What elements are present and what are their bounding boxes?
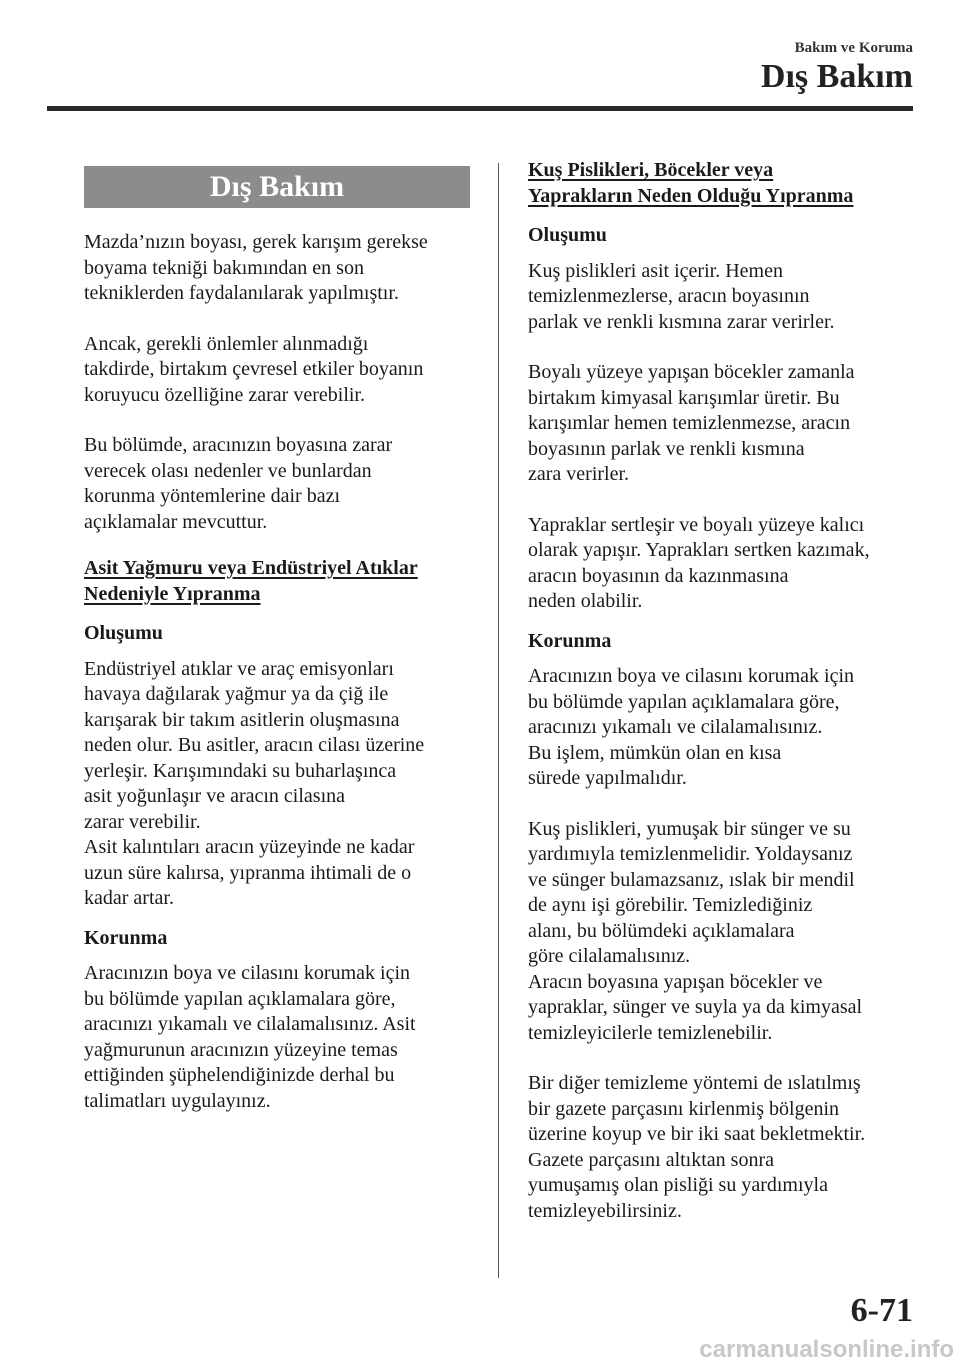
bird-cause-paragraph: Yapraklar sertleşir ve boyalı yüzeye kalıcı olarak yapışır. Yaprakları sertken kazımak, aracın boyasının da kazınmasına neden olabilir. bbox=[528, 513, 870, 612]
bird-protection-paragraph: Kuş pislikleri, yumuşak bir sünger ve su yardımıyla temizlenmelidir. Yoldaysanız ve sünger bulamazsanız, ıslak bir mendil de aynı işi görebilir. Temizlediğiniz alanı, bu bölümdeki açıklamalara göre cilalamalısınız. Aracın boyasına yapışan böcekler ve yapraklar, sünger ve suyla ya da kimyasal temizleyicilerle temizlenebilir. bbox=[528, 817, 863, 1044]
bird-protection-label: Korunma bbox=[528, 629, 612, 652]
acid-protection-text: Aracınızın boya ve cilasını korumak için bu bölümde yapılan açıklamalara göre, aracınızı yıkamalı ve cilalamalısınız. Asit yağmurunun aracınızın yüzeyine temas ettiğinden şüphelendiğinizde derhal bu talimatları uygulayınız. bbox=[84, 962, 416, 1112]
page-number: 6-71 bbox=[850, 1292, 913, 1329]
bird-cause-paragraph: Kuş pislikleri asit içerir. Hemen temizlenmezlerse, aracın boyasının parlak ve renkli kısmına zarar verirler. bbox=[528, 259, 835, 333]
header-rule bbox=[47, 106, 913, 111]
left-column bbox=[84, 166, 470, 1114]
intro-paragraph: Mazda’nızın boyası, gerek karışım gerekse boyama tekniği bakımından en son tekniklerden faydalanılarak yapılmıştır. bbox=[84, 231, 428, 304]
column-divider bbox=[498, 163, 499, 1278]
running-header-title: Dış Bakım bbox=[760, 58, 913, 95]
bird-protection-paragraph: Bir diğer temizleme yöntemi de ıslatılmış bir gazete parçasını kirlenmiş bölgenin üzerine koyup ve bir iki saat bekletmektir. Gazete parçasını altıktan sonra yumuşamış olan pisliği su yardımıyla temizleyebilirsiniz. bbox=[528, 1072, 866, 1222]
section-title-band: Dış Bakım bbox=[84, 166, 470, 208]
bird-droppings-heading: Kuş Pislikleri, Böcekler veya Yaprakların Neden Olduğu Yıpranma bbox=[528, 159, 854, 207]
acid-cause-text: Endüstriyel atıklar ve araç emisyonları havaya dağılarak yağmur ya da çiğ ile karışarak bir takım asitlerin oluşmasına neden olur. Bu asitler, aracın cilası üzerine yerleşir. Karışımındaki su buharlaşınca asit yoğunlaşır ve aracın cilasına zarar verebilir. Asit kalıntıları aracın yüzeyinde ne kadar uzun süre kalırsa, yıpranma ihtimali de o kadar artar. bbox=[84, 657, 425, 909]
intro-paragraph: Ancak, gerekli önlemler alınmadığı takdirde, birtakım çevresel etkiler boyanın koruyucu özelliğine zarar verebilir. bbox=[84, 332, 424, 406]
acid-cause-label: Oluşumu bbox=[84, 622, 163, 644]
bird-cause-paragraph: Boyalı yüzeye yapışan böcekler zamanla birtakım kimyasal karışımlar üretir. Bu karışımlar hemen temizlenmezse, aracın boyasının parlak ve renkli kısmına zara verirler. bbox=[528, 361, 855, 485]
acid-rain-heading: Asit Yağmuru veya Endüstriyel Atıklar Nedeniyle Yıpranma bbox=[84, 557, 418, 605]
bird-cause-label: Oluşumu bbox=[528, 224, 607, 246]
acid-protection-label: Korunma bbox=[84, 926, 168, 949]
watermark: carmanualsonline.info bbox=[699, 1336, 954, 1363]
running-header-section: Bakım ve Koruma bbox=[794, 40, 913, 56]
bird-protection-paragraph: Aracınızın boya ve cilasını korumak için bu bölümde yapılan açıklamalara göre, aracınızı yıkamalı ve cilalamalısınız. Bu işlem, mümkün olan en kısa sürede yapılmalıdır. bbox=[528, 665, 855, 789]
right-column bbox=[528, 159, 920, 1224]
intro-paragraph: Bu bölümde, aracınızın boyasına zarar verecek olası nedenler ve bunlardan korunma yöntemlerine dair bazı açıklamalar mevcuttur. bbox=[84, 434, 393, 533]
